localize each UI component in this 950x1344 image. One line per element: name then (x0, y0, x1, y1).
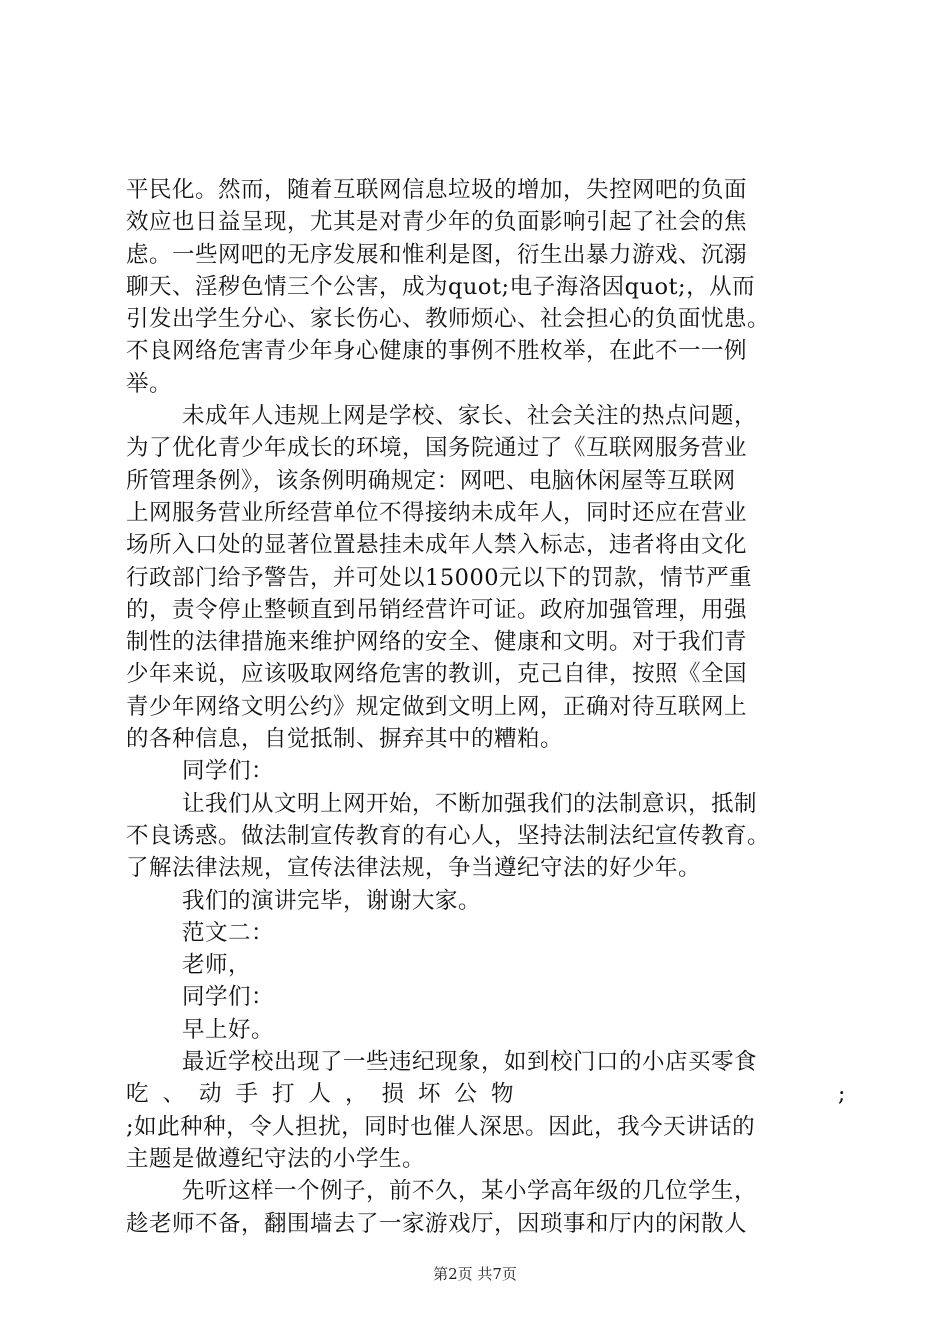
justified-line-left: 吃、动手打人，损坏公物 (126, 1081, 528, 1108)
text-line: 举。 (126, 370, 173, 397)
closing-line: 我们的演讲完毕，谢谢大家。 (182, 887, 482, 914)
text-line: 效应也日益呈现，尤其是对青少年的负面影响引起了社会的焦 (126, 209, 748, 236)
text-line: 场所入口处的显著位置悬挂未成年人禁入标志，违者将由文化 (126, 532, 748, 559)
text-line: 不良诱惑。做法制宣传教育的有心人，坚持法制法纪宣传教育。 (126, 822, 771, 849)
text-line: 引发出学生分心、家长伤心、教师烦心、社会担心的负面忧患。 (126, 306, 771, 333)
text-line: 了解法律法规，宣传法律法规，争当遵纪守法的好少年。 (126, 855, 702, 882)
text-line: 主题是做遵纪守法的小学生。 (126, 1145, 426, 1172)
paragraph-start-line: 让我们从文明上网开始，不断加强我们的法制意识，抵制 (182, 790, 758, 817)
text-line: 行政部门给予警告，并可处以15000元以下的罚款，情节严重 (126, 564, 753, 591)
text-line: 平民化。然而，随着互联网信息垃圾的增加，失控网吧的负面 (126, 177, 748, 203)
paragraph-start-line: 先听这样一个例子，前不久，某小学高年级的几位学生， (182, 1178, 758, 1205)
text-line: 所管理条例》，该条例明确规定：网吧、电脑休闲屋等互联网 (126, 467, 736, 494)
document-body (126, 174, 846, 1240)
text-line: 的，责令停止整顿直到吊销经营许可证。政府加强管理，用强 (126, 596, 748, 623)
text-line: 聊天、淫秽色情三个公害，成为quot;电子海洛因quot;，从而 (126, 273, 756, 300)
text-line: ;如此种种，令人担扰，同时也催人深思。因此，我今天讲话的 (126, 1113, 756, 1140)
text-line: 少年来说，应该吸取网络危害的教训，克己自律，按照《全国 (126, 661, 748, 688)
text-line: 虑。一些网吧的无序发展和惟利是图，衍生出暴力游戏、沉溺 (126, 241, 748, 268)
salutation-line: 老师， (182, 952, 252, 979)
text-line: 上网服务营业所经营单位不得接纳未成年人，同时还应在营业 (126, 499, 748, 526)
section-heading: 范文二： (182, 919, 275, 946)
text-line: 制性的法律措施来维护网络的安全、健康和文明。对于我们青 (126, 629, 748, 656)
salutation-line: 同学们： (182, 984, 275, 1011)
salutation-line: 同学们： (182, 758, 275, 785)
page-number-footer: 第2页 共7页 (433, 1265, 517, 1283)
paragraph-start-line: 最近学校出现了一些违纪现象，如到校门口的小店买零食 (182, 1049, 758, 1076)
text-line: 的各种信息，自觉抵制、摒弃其中的糟粕。 (126, 726, 564, 753)
text-line: 为了优化青少年成长的环境，国务院通过了《互联网服务营业 (126, 435, 748, 462)
justified-line-right: ; (837, 1081, 846, 1108)
greeting-line: 早上好。 (182, 1016, 275, 1043)
text-line: 青少年网络文明公约》规定做到文明上网，正确对待互联网上 (126, 693, 748, 720)
text-line: 不良网络危害青少年身心健康的事例不胜枚举，在此不一一例 (126, 338, 748, 365)
justified-line (126, 1078, 846, 1110)
text-line: 趁老师不备，翻围墙去了一家游戏厅，因琐事和厅内的闲散人 (126, 1210, 748, 1237)
paragraph-start-line: 未成年人违规上网是学校、家长、社会关注的热点问题， (182, 403, 758, 430)
